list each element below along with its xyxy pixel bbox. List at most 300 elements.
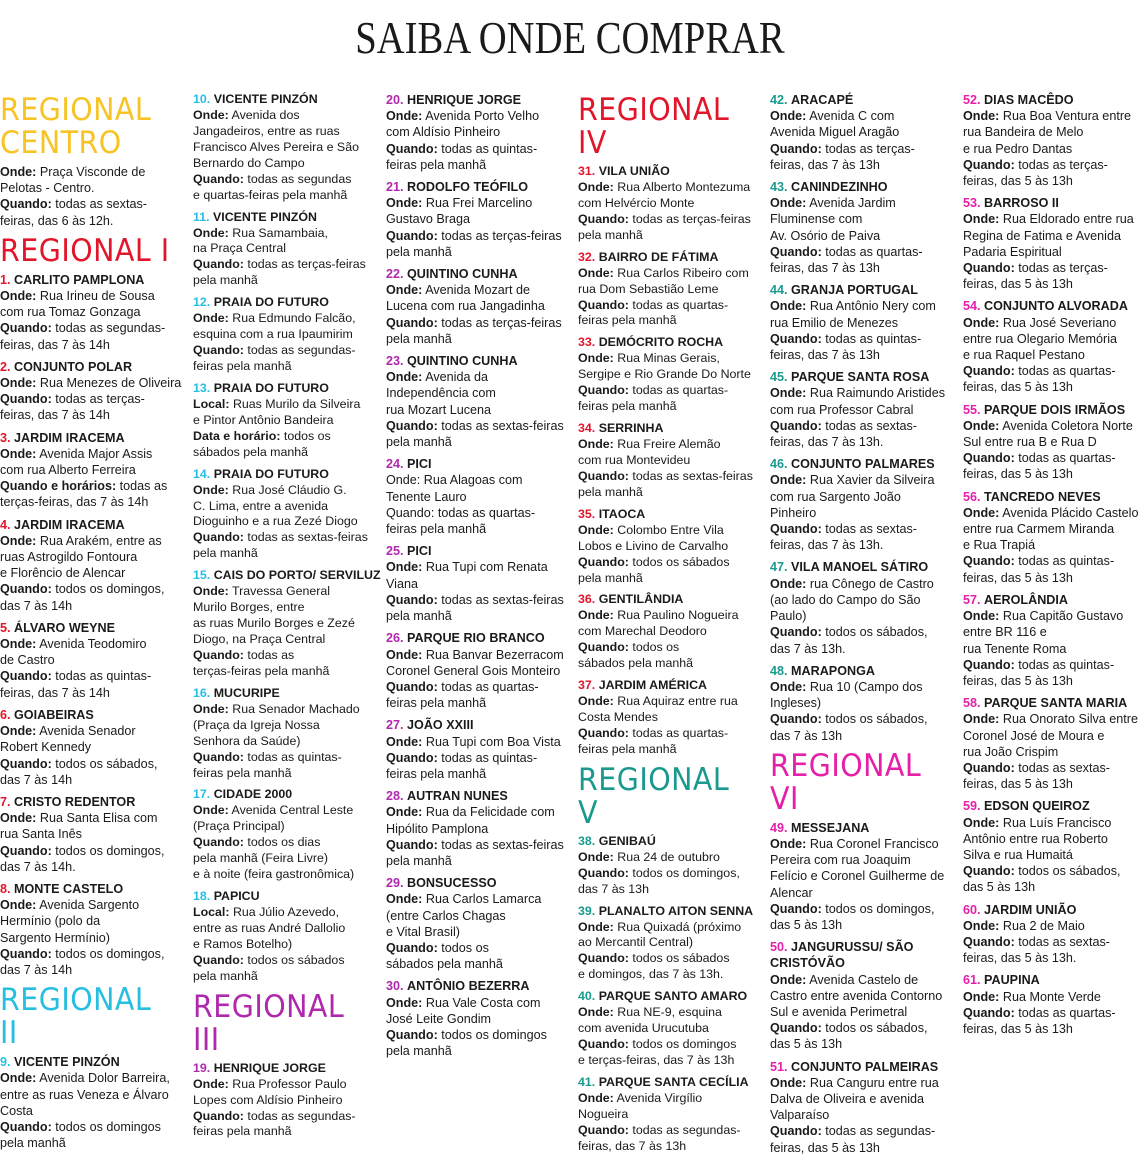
market-number: 49.: [770, 820, 788, 835]
detail-text: Travessa General: [228, 584, 331, 599]
detail-label: Quando:: [0, 946, 52, 961]
detail-text: Rua Arakém, entre as: [36, 533, 162, 548]
market-name: MONTE CASTELO: [14, 881, 124, 896]
detail-text: todas as quartas-: [821, 244, 923, 259]
market-detail-line: [578, 1123, 766, 1139]
detail-text: e Rua Trapiá: [963, 538, 1036, 553]
detail-label: Onde:: [578, 179, 614, 194]
market-detail-line: [770, 988, 958, 1004]
detail-label: Onde:: [963, 918, 1000, 933]
market-detail-line: [578, 1091, 766, 1107]
market-number: 13.: [193, 380, 211, 395]
detail-text: Coronel José de Moura e: [963, 728, 1105, 743]
market-detail-line: [770, 1140, 958, 1156]
market-entry: [963, 92, 1140, 189]
market-entry-header: [386, 456, 574, 472]
market-detail-line: [963, 831, 1140, 847]
detail-label: Onde:: [963, 989, 1000, 1004]
market-entry: [0, 794, 188, 875]
detail-text: Avenida Coletora Norte: [999, 418, 1133, 433]
market-detail-line: [963, 418, 1140, 434]
market-entry: [578, 507, 766, 587]
detail-text: com rua Tomaz Gonzaga: [0, 305, 141, 320]
market-number: 14.: [193, 466, 211, 481]
detail-text: todas as quartas-: [1014, 364, 1116, 379]
detail-text: todos os sábados,: [51, 756, 158, 771]
market-entry-header: [770, 820, 958, 836]
market-entry-header: [0, 359, 188, 375]
detail-text: rua Cônego de Castro: [806, 576, 934, 591]
market-entry-header: [770, 369, 958, 385]
market-detail-line: [193, 766, 381, 782]
detail-text: todas as terças-feiras: [437, 315, 562, 330]
market-detail-line: [963, 570, 1140, 586]
market-detail-line: [578, 383, 766, 399]
market-number: 15.: [193, 568, 211, 583]
detail-text: todos os domingos: [51, 1119, 161, 1134]
detail-label: Onde:: [578, 437, 614, 451]
market-detail-line: [0, 598, 188, 614]
market-detail-line: [193, 851, 381, 867]
market-detail-line: [386, 924, 574, 940]
market-detail-line: [193, 632, 381, 648]
market-name: PARQUE SANTA MARIA: [984, 696, 1128, 711]
market-detail-line: [963, 608, 1140, 624]
market-detail-line: [193, 921, 381, 937]
detail-text: todas as quintas-: [1014, 657, 1115, 672]
market-detail-line: [963, 641, 1140, 657]
detail-label: Quando:: [963, 261, 1015, 276]
detail-label: Quando:: [963, 657, 1015, 672]
market-detail-line: [386, 908, 574, 924]
detail-text: feiras pela manhã: [578, 741, 677, 756]
market-detail-line: [770, 1075, 958, 1091]
market-detail-line: [0, 772, 188, 788]
market-detail-line: [963, 505, 1140, 521]
detail-text: Avenida Virgílio: [613, 1090, 703, 1105]
market-entry: [193, 92, 381, 204]
market-entry: [963, 298, 1140, 395]
detail-label: Onde:: [578, 849, 614, 864]
detail-text: feiras, das 7 às 14h: [0, 408, 110, 423]
market-name: MUCURIPE: [213, 685, 280, 700]
detail-text: Avenida Senador: [36, 724, 136, 739]
column-2: [193, 92, 381, 1146]
market-number: 46.: [770, 457, 788, 472]
market-entry: [963, 902, 1140, 967]
market-detail-line: [193, 311, 381, 327]
market-detail-line: [963, 776, 1140, 792]
market-entry-header: [386, 179, 574, 195]
detail-text: (entre Carlos Chagas: [386, 908, 506, 923]
detail-text: todos os sábados: [243, 952, 345, 967]
market-detail-line: [386, 695, 574, 711]
detail-text: com Aldísio Pinheiro: [386, 125, 501, 140]
market-name: VICENTE PINZÓN: [213, 209, 317, 224]
detail-label: Quando:: [770, 141, 822, 156]
detail-text: Francisco Alves Pereira e São: [193, 139, 359, 154]
market-detail-line: [770, 608, 958, 624]
detail-text: das 7 às 13h: [578, 881, 649, 896]
detail-text: Avenida dos: [228, 107, 300, 122]
detail-label: Quando e horários:: [0, 479, 117, 494]
market-entry-header: [963, 489, 1140, 505]
market-detail-line: [386, 434, 574, 450]
detail-label: Onde:: [770, 679, 807, 694]
detail-text: das 5 às 13h: [770, 1037, 843, 1052]
detail-label: Data e horário:: [193, 428, 281, 443]
detail-text: Rua Carlos Ribeiro com: [613, 265, 749, 280]
detail-text: Paulo): [770, 609, 807, 624]
detail-text: de Castro: [0, 653, 55, 668]
market-detail-line: [193, 359, 381, 375]
detail-label: Quando:: [193, 257, 244, 272]
market-detail-line: [193, 429, 381, 445]
detail-text: todas as: [243, 647, 295, 662]
market-name: DIAS MACÊDO: [984, 93, 1074, 107]
detail-label: Onde:: [0, 637, 37, 652]
market-name: HENRIQUE JORGE: [213, 1060, 326, 1075]
detail-text: e rua Pedro Dantas: [963, 141, 1073, 156]
market-detail-line: [193, 257, 381, 273]
detail-text: esquina com a rua Ipaumirim: [193, 327, 353, 342]
market-entry-header: [386, 875, 574, 891]
detail-text: feiras, das 6 às 12h.: [0, 213, 114, 228]
regional-heading-line: REGIONAL VI: [770, 747, 922, 817]
market-number: 16.: [193, 685, 211, 700]
market-name: CONJUNTO PALMEIRAS: [791, 1059, 939, 1074]
detail-label: Onde:: [0, 898, 37, 913]
market-entry: [578, 678, 766, 758]
detail-text: todos os: [280, 428, 331, 443]
market-detail-line: [0, 533, 188, 549]
market-detail-line: [0, 494, 188, 510]
market-name: QUINTINO CUNHA: [407, 267, 518, 282]
detail-text: Dioguinho e a rua Zezé Diogo: [193, 514, 358, 529]
market-name: BARROSO II: [984, 196, 1059, 211]
regional-heading: [770, 747, 943, 817]
detail-text: feiras pela manhã: [386, 522, 487, 537]
detail-text: todas as segundas: [243, 171, 352, 186]
market-entry: [963, 592, 1140, 689]
detail-text: Rua Luís Francisco: [999, 815, 1112, 830]
detail-text: Rua Paulino Nogueira: [613, 608, 739, 623]
market-entry: [193, 1061, 381, 1141]
market-number: 12.: [193, 295, 211, 310]
market-number: 40.: [578, 989, 596, 1004]
market-detail-line: [963, 276, 1140, 292]
market-detail-line: [386, 766, 574, 782]
market-detail-line: [386, 576, 574, 592]
market-number: 17.: [193, 787, 211, 802]
market-number: 39.: [578, 903, 596, 918]
market-detail-line: [770, 624, 958, 640]
market-detail-line: [963, 173, 1140, 189]
detail-label: Onde:: [386, 283, 423, 298]
detail-label: Quando:: [963, 1005, 1015, 1020]
market-detail-line: [963, 108, 1140, 124]
market-detail-line: [193, 445, 381, 461]
detail-text: feiras, das 5 às 13h: [963, 777, 1073, 792]
detail-text: Avenida Porto Velho: [422, 109, 540, 124]
detail-text: ao Mercantil Central): [578, 935, 694, 950]
market-detail-line: [963, 1005, 1140, 1021]
market-number: 53.: [963, 196, 981, 211]
detail-text: Rua Samambaia,: [228, 225, 328, 240]
market-entry-header: [578, 421, 766, 437]
detail-label: Onde:: [578, 265, 614, 280]
market-entry: [578, 335, 766, 415]
market-entry-header: [578, 592, 766, 608]
market-number: 61.: [963, 973, 981, 988]
market-detail-line: [193, 835, 381, 851]
detail-text: pela manhã: [578, 570, 643, 585]
market-detail-line: [578, 640, 766, 656]
detail-text: com rua Sargento João: [770, 489, 901, 504]
market-entry-header: [578, 507, 766, 523]
market-detail-line: [193, 327, 381, 343]
regional-heading-line: REGIONAL II: [0, 982, 152, 1052]
detail-text: Pereira com rua Joaquim: [770, 853, 911, 868]
market-detail-line: [578, 1037, 766, 1053]
market-detail-line: [386, 750, 574, 766]
detail-text: feiras pela manhã: [578, 399, 677, 414]
detail-text: e quartas-feiras pela manhã: [193, 187, 348, 202]
detail-text: e Pintor Antônio Bandeira: [193, 412, 334, 427]
market-entry: [193, 889, 381, 985]
market-entry: [386, 179, 574, 260]
detail-label: Quando:: [770, 522, 822, 537]
market-entry-header: [963, 402, 1140, 418]
market-detail-line: [963, 879, 1140, 895]
market-detail-line: [770, 260, 958, 276]
detail-label: Quando:: [386, 679, 438, 694]
market-entry: [386, 630, 574, 711]
detail-text: Hermínio (polo da: [0, 914, 101, 929]
detail-text: entre as ruas André Dallolio: [193, 920, 346, 935]
detail-label: Quando:: [770, 244, 822, 259]
market-detail-line: [963, 228, 1140, 244]
market-detail-line: [386, 1027, 574, 1043]
detail-label: Quando:: [0, 321, 52, 336]
market-detail-line: [770, 885, 958, 901]
detail-text: Avenida da: [422, 370, 488, 385]
market-detail-line: [386, 418, 574, 434]
market-detail-line: [578, 228, 766, 244]
market-detail-line: [0, 962, 188, 978]
market-detail-line: [963, 989, 1140, 1005]
market-number: 60.: [963, 902, 981, 917]
market-detail-line: [0, 946, 188, 962]
detail-label: Quando:: [963, 451, 1015, 466]
detail-text: todos os: [628, 640, 680, 655]
market-detail-line: [193, 1109, 381, 1125]
detail-text: feiras pela manhã: [386, 157, 487, 172]
market-detail-line: [193, 343, 381, 359]
detail-text: Rua Monte Verde: [999, 989, 1101, 1004]
market-detail-line: [0, 213, 188, 229]
market-detail-line: [578, 453, 766, 469]
detail-text: feiras, das 7 às 13h: [770, 261, 880, 276]
market-number: 32.: [578, 249, 596, 264]
market-detail-line: [193, 483, 381, 499]
market-detail-line: [0, 462, 188, 478]
detail-label: Quando:: [0, 197, 52, 212]
detail-text: Gustavo Braga: [386, 212, 471, 227]
market-detail-line: [0, 668, 188, 684]
market-detail-line: [0, 723, 188, 739]
market-number: 35.: [578, 506, 596, 521]
market-detail-line: [578, 656, 766, 672]
market-detail-line: [963, 847, 1140, 863]
market-detail-line: [963, 124, 1140, 140]
detail-text: das 7 às 14h.: [0, 859, 76, 874]
detail-text: todos os sábados,: [821, 625, 928, 640]
market-detail-line: [193, 819, 381, 835]
detail-text: Rua José Cláudio G.: [228, 482, 347, 497]
market-detail-line: [193, 514, 381, 530]
detail-text: Costa Mendes: [578, 710, 658, 724]
detail-text: feiras, das 7 às 13h.: [770, 538, 884, 553]
market-detail-line: [0, 826, 188, 842]
detail-label: Onde:: [193, 311, 229, 326]
detail-text: com rua Montevideu: [578, 452, 691, 467]
detail-text: pela manhã: [386, 435, 452, 450]
detail-text: Rua Freire Alemão: [613, 437, 721, 451]
market-number: 29.: [386, 876, 404, 891]
market-detail-line: [963, 157, 1140, 173]
market-detail-line: [0, 337, 188, 353]
market-name: ÁLVARO WEYNE: [14, 620, 115, 635]
market-number: 27.: [386, 718, 404, 733]
market-detail-line: [193, 172, 381, 188]
detail-text: todas as segundas-: [821, 1124, 936, 1139]
detail-label: Quando:: [386, 1027, 438, 1042]
market-detail-line: [193, 156, 381, 172]
detail-text: todas as terças-: [1014, 157, 1108, 172]
market-detail-line: [770, 868, 958, 884]
detail-label: Quando:: [578, 865, 629, 880]
detail-label: Quando:: [770, 901, 822, 916]
market-detail-line: [770, 852, 958, 868]
detail-label: Onde:: [193, 107, 229, 122]
detail-text: Rua Tupi com Renata: [422, 560, 548, 575]
market-entry: [0, 359, 188, 424]
detail-label: Quando:: [578, 468, 629, 483]
market-detail-line: [770, 315, 958, 331]
market-detail-line: [578, 710, 766, 726]
market-entry: [963, 972, 1140, 1037]
detail-text: Rua Capitão Gustavo: [999, 609, 1124, 624]
market-detail-line: [770, 1036, 958, 1052]
market-detail-line: [386, 369, 574, 385]
market-detail-line: [770, 418, 958, 434]
detail-label: Onde:: [386, 995, 423, 1010]
market-number: 52.: [963, 93, 981, 107]
detail-text: feiras, das 5 às 13h: [963, 1021, 1073, 1036]
detail-text: todas as quartas-: [628, 725, 729, 740]
detail-label: Quando:: [578, 725, 629, 740]
detail-text: das 5 às 13h: [963, 880, 1036, 895]
column-4: [578, 92, 766, 1161]
market-detail-line: [193, 648, 381, 664]
market-detail-line: [193, 273, 381, 289]
market-entry-header: [963, 695, 1140, 711]
detail-text: Rua Minas Gerais,: [613, 351, 720, 366]
market-entry: [386, 266, 574, 347]
market-detail-line: [770, 124, 958, 140]
market-detail-line: [0, 652, 188, 668]
market-detail-line: [193, 499, 381, 515]
market-detail-line: [578, 850, 766, 866]
market-detail-line: [0, 930, 188, 946]
market-detail-line: [0, 164, 188, 180]
detail-text: Senhora da Saúde): [193, 733, 301, 748]
detail-text: feiras, das 5 às 13h: [770, 1140, 880, 1155]
market-entry: [0, 164, 188, 229]
market-entry: [193, 686, 381, 782]
market-detail-line: [386, 521, 574, 537]
market-detail-line: [193, 905, 381, 921]
market-detail-line: [193, 188, 381, 204]
detail-text: pela manhã: [578, 484, 643, 499]
market-detail-line: [770, 157, 958, 173]
market-detail-line: [578, 742, 766, 758]
market-number: 10.: [193, 92, 211, 106]
detail-label: Quando:: [193, 835, 244, 850]
market-number: 50.: [770, 940, 788, 955]
detail-text: Felício e Coronel Guilherme de: [770, 869, 945, 884]
market-entry-header: [578, 164, 766, 180]
market-detail-line: [386, 331, 574, 347]
detail-text: todos os sábados: [628, 554, 730, 569]
market-entry: [770, 663, 958, 744]
detail-label: Quando:: [386, 592, 438, 607]
detail-text: pela manhã: [386, 853, 452, 868]
market-detail-line: [386, 157, 574, 173]
detail-text: com Helvércio Monte: [578, 195, 695, 210]
market-entry: [0, 707, 188, 788]
market-name: PAUPINA: [984, 973, 1040, 988]
market-number: 33.: [578, 335, 596, 350]
market-detail-line: [578, 1139, 766, 1155]
market-detail-line: [0, 304, 188, 320]
detail-text: feiras, das 7 às 13h.: [770, 435, 884, 450]
market-number: 21.: [386, 180, 404, 195]
market-entry-header: [386, 543, 574, 559]
detail-text: feiras pela manhã: [193, 1124, 292, 1139]
market-name: AUTRAN NUNES: [407, 789, 508, 804]
market-name: GENTILÂNDIA: [598, 592, 684, 607]
market-entry-header: [193, 467, 381, 483]
market-entry: [578, 904, 766, 984]
detail-text: Avenida Jardim: [806, 196, 896, 211]
detail-text: e Florêncio de Alencar: [0, 566, 126, 581]
market-number: 11.: [193, 209, 210, 224]
market-detail-line: [578, 935, 766, 951]
market-entry-header: [386, 978, 574, 994]
detail-text: Rua José Severiano: [999, 315, 1117, 330]
detail-text: pela manhã: [193, 273, 258, 288]
market-entry: [386, 788, 574, 869]
detail-text: Sargento Hermínio): [0, 930, 110, 945]
market-entry: [770, 559, 958, 656]
detail-text: Rua Frei Marcelino: [422, 196, 533, 211]
market-detail-line: [193, 108, 381, 124]
market-entry: [386, 717, 574, 782]
market-entry: [770, 820, 958, 933]
market-detail-line: [963, 434, 1140, 450]
